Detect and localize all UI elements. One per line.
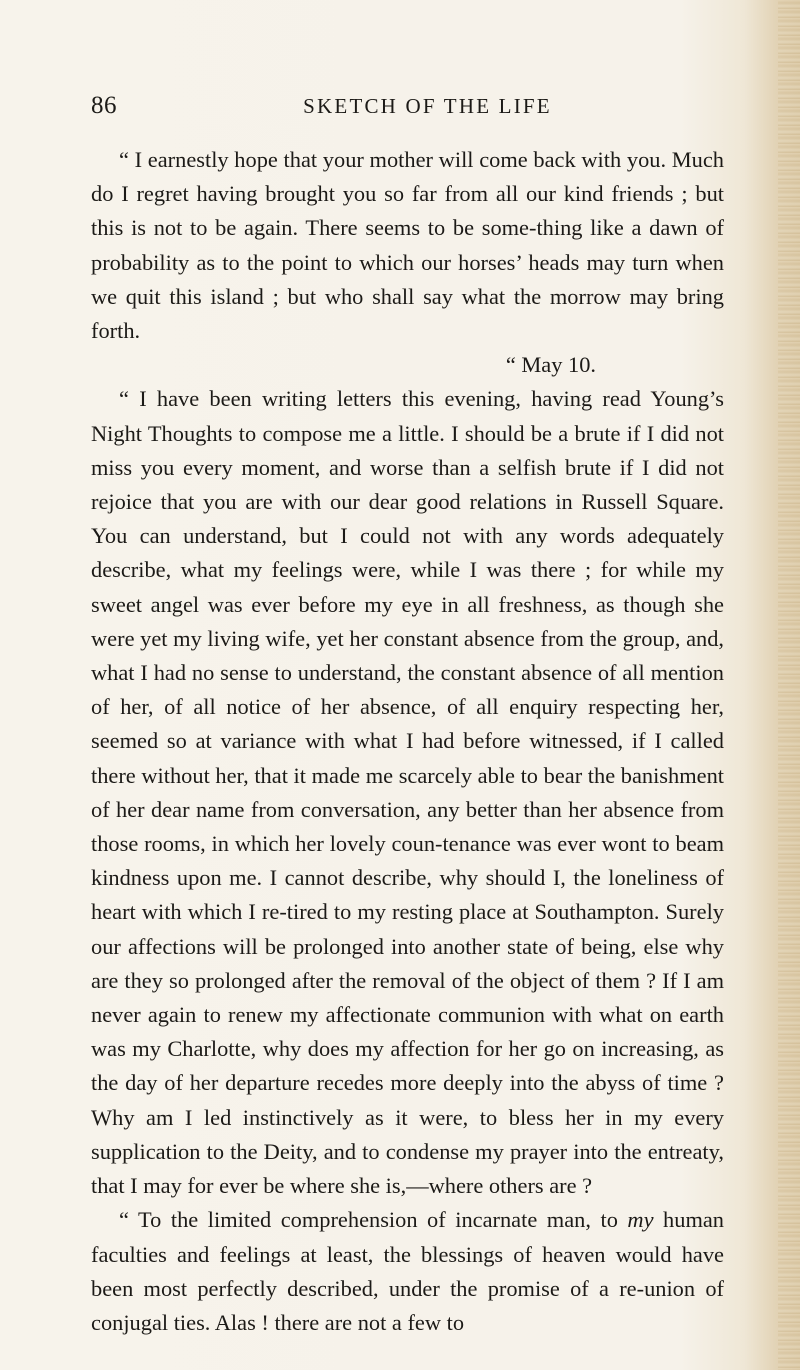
page-number: 86 [91, 92, 117, 119]
running-head: SKETCH OF THE LIFE [303, 94, 552, 118]
page-edge [778, 0, 800, 1370]
closing-text-before: “ To the limited comprehension of incarnate man, to [119, 1207, 628, 1233]
closing-text-after: human faculties and feelings at least, the blessings of heaven would have been most perfectly described, under the promise of a re-union of conjugal ties. Alas ! there are not a few to [91, 1207, 724, 1335]
emphasized-word: my [627, 1207, 654, 1233]
letter-date: “ May 10. [505, 352, 596, 378]
page-header [91, 92, 724, 124]
paragraph-closing [91, 1203, 724, 1340]
body-text [91, 143, 724, 1340]
paragraph-letter-opening: “ I earnestly hope that your mother will come back with you. Much do I regret having brought you so far from all our kind friends ; but this is not to be again. There seems to be some-thing like a dawn of probability as to the point to which our horses’ heads may turn when we quit this island ; but who shall say what the morrow may bring forth. [91, 147, 724, 344]
paragraph-letter-body: “ I have been writing letters this evening, having read Young’s Night Thoughts to compose me a little. I should be a brute if I did not miss you every moment, and worse than a selfish brute if I did not rejoice that you are with our dear good relations in Russell Square. You can understand, but I could not with any words adequately describe, what my feelings were, while I was there ; for while my sweet angel was ever before my eye in all freshness, as though she were yet my living wife, yet her constant absence from the group, and, what I had no sense to understand, the constant absence of all mention of her, of all notice of her absence, of all enquiry respecting her, seemed so at variance with what I had before witnessed, if I called there without her, that it made me scarcely able to bear the banishment of her dear name from conversation, any better than her absence from those rooms, in which her lovely coun-tenance was ever wont to beam kindness upon me. I cannot describe, why should I, the loneliness of heart with which I re-tired to my resting place at Southampton. Surely our affections will be prolonged into another state of being, else why are they so prolonged after the removal of the object of them ? If I am never again to renew my affectionate communion with what on earth was my Charlotte, why does my affection for her go on increasing, as the day of her departure recedes more deeply into the abyss of time ? Why am I led instinctively as it were, to bless her in my every supplication to the Deity, and to condense my prayer into the entreaty, that I may for ever be where she is,—where others are ? [91, 386, 724, 1199]
